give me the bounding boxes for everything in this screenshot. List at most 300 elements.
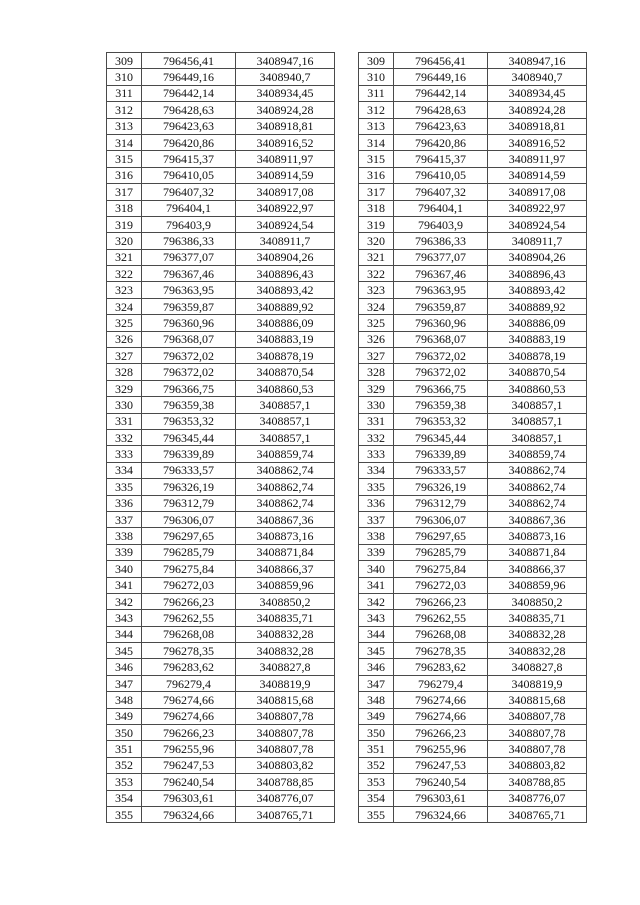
- x-coordinate-cell: 796420,86: [394, 134, 488, 150]
- point-number-cell: 330: [107, 397, 142, 413]
- x-coordinate-cell: 796359,38: [394, 397, 488, 413]
- y-coordinate-cell: 3408859,96: [488, 577, 587, 593]
- x-coordinate-cell: 796449,16: [394, 69, 488, 85]
- y-coordinate-cell: 3408924,54: [236, 216, 335, 232]
- y-coordinate-cell: 3408807,78: [236, 725, 335, 741]
- point-number-cell: 319: [359, 216, 394, 232]
- table-row: [359, 348, 587, 364]
- x-coordinate-cell: 796283,62: [394, 659, 488, 675]
- x-coordinate-cell: 796363,95: [394, 282, 488, 298]
- point-number-cell: 346: [359, 659, 394, 675]
- x-coordinate-cell: 796360,96: [394, 315, 488, 331]
- point-number-cell: 317: [107, 184, 142, 200]
- x-coordinate-cell: 796262,55: [142, 610, 236, 626]
- table-row: [107, 790, 335, 806]
- x-coordinate-cell: 796303,61: [394, 790, 488, 806]
- y-coordinate-cell: 3408788,85: [488, 774, 587, 790]
- x-coordinate-cell: 796345,44: [394, 429, 488, 445]
- y-coordinate-cell: 3408867,36: [236, 511, 335, 527]
- y-coordinate-cell: 3408862,74: [488, 462, 587, 478]
- y-coordinate-cell: 3408803,82: [236, 757, 335, 773]
- point-number-cell: 348: [359, 692, 394, 708]
- x-coordinate-cell: 796266,23: [142, 593, 236, 609]
- point-number-cell: 315: [359, 151, 394, 167]
- table-row: [107, 348, 335, 364]
- point-number-cell: 347: [107, 675, 142, 691]
- x-coordinate-cell: 796324,66: [394, 806, 488, 822]
- point-number-cell: 344: [359, 626, 394, 642]
- y-coordinate-cell: 3408765,71: [236, 806, 335, 822]
- y-coordinate-cell: 3408873,16: [236, 528, 335, 544]
- y-coordinate-cell: 3408873,16: [488, 528, 587, 544]
- y-coordinate-cell: 3408893,42: [236, 282, 335, 298]
- table-row: [359, 511, 587, 527]
- point-number-cell: 323: [107, 282, 142, 298]
- y-coordinate-cell: 3408862,74: [236, 495, 335, 511]
- point-number-cell: 311: [107, 85, 142, 101]
- table-row: [107, 462, 335, 478]
- table-row: [359, 806, 587, 822]
- y-coordinate-cell: 3408815,68: [236, 692, 335, 708]
- table-row: [359, 692, 587, 708]
- x-coordinate-cell: 796359,87: [142, 298, 236, 314]
- table-row: [359, 249, 587, 265]
- x-coordinate-cell: 796372,02: [394, 348, 488, 364]
- table-row: [359, 708, 587, 724]
- y-coordinate-cell: 3408835,71: [236, 610, 335, 626]
- y-coordinate-cell: 3408788,85: [236, 774, 335, 790]
- x-coordinate-cell: 796274,66: [394, 708, 488, 724]
- point-number-cell: 320: [107, 233, 142, 249]
- point-number-cell: 347: [359, 675, 394, 691]
- x-coordinate-cell: 796268,08: [394, 626, 488, 642]
- x-coordinate-cell: 796297,65: [142, 528, 236, 544]
- x-coordinate-cell: 796386,33: [142, 233, 236, 249]
- point-number-cell: 346: [107, 659, 142, 675]
- table-row: [359, 151, 587, 167]
- y-coordinate-cell: 3408857,1: [488, 429, 587, 445]
- table-row: [359, 790, 587, 806]
- table-row: [107, 298, 335, 314]
- table-row: [359, 315, 587, 331]
- x-coordinate-cell: 796360,96: [142, 315, 236, 331]
- x-coordinate-cell: 796333,57: [142, 462, 236, 478]
- table-row: [359, 593, 587, 609]
- table-row: [107, 692, 335, 708]
- coordinate-table-left: [106, 52, 335, 823]
- y-coordinate-cell: 3408866,37: [236, 561, 335, 577]
- y-coordinate-cell: 3408889,92: [488, 298, 587, 314]
- x-coordinate-cell: 796353,32: [142, 413, 236, 429]
- point-number-cell: 342: [107, 593, 142, 609]
- table-row: [107, 643, 335, 659]
- y-coordinate-cell: 3408918,81: [488, 118, 587, 134]
- point-number-cell: 333: [359, 446, 394, 462]
- x-coordinate-cell: 796240,54: [142, 774, 236, 790]
- x-coordinate-cell: 796339,89: [394, 446, 488, 462]
- y-coordinate-cell: 3408922,97: [488, 200, 587, 216]
- y-coordinate-cell: 3408917,08: [236, 184, 335, 200]
- table-row: [359, 184, 587, 200]
- table-row: [107, 610, 335, 626]
- point-number-cell: 337: [359, 511, 394, 527]
- y-coordinate-cell: 3408803,82: [488, 757, 587, 773]
- coordinate-table-right: [358, 52, 587, 823]
- point-number-cell: 324: [359, 298, 394, 314]
- x-coordinate-cell: 796279,4: [394, 675, 488, 691]
- point-number-cell: 312: [359, 102, 394, 118]
- x-coordinate-cell: 796274,66: [394, 692, 488, 708]
- table-row: [107, 102, 335, 118]
- point-number-cell: 316: [107, 167, 142, 183]
- table-row: [359, 495, 587, 511]
- point-number-cell: 313: [359, 118, 394, 134]
- table-row: [107, 544, 335, 560]
- point-number-cell: 351: [107, 741, 142, 757]
- y-coordinate-cell: 3408859,96: [236, 577, 335, 593]
- table-row: [107, 429, 335, 445]
- point-number-cell: 331: [359, 413, 394, 429]
- x-coordinate-cell: 796333,57: [394, 462, 488, 478]
- point-number-cell: 354: [107, 790, 142, 806]
- y-coordinate-cell: 3408859,74: [488, 446, 587, 462]
- x-coordinate-cell: 796428,63: [394, 102, 488, 118]
- table-row: [359, 85, 587, 101]
- y-coordinate-cell: 3408862,74: [488, 495, 587, 511]
- x-coordinate-cell: 796247,53: [142, 757, 236, 773]
- table-row: [359, 561, 587, 577]
- x-coordinate-cell: 796326,19: [394, 479, 488, 495]
- point-number-cell: 344: [107, 626, 142, 642]
- coordinate-table-body: [107, 53, 335, 823]
- point-number-cell: 354: [359, 790, 394, 806]
- x-coordinate-cell: 796274,66: [142, 708, 236, 724]
- y-coordinate-cell: 3408807,78: [236, 708, 335, 724]
- y-coordinate-cell: 3408904,26: [236, 249, 335, 265]
- point-number-cell: 343: [359, 610, 394, 626]
- table-row: [107, 479, 335, 495]
- point-number-cell: 350: [107, 725, 142, 741]
- point-number-cell: 334: [107, 462, 142, 478]
- y-coordinate-cell: 3408878,19: [236, 348, 335, 364]
- y-coordinate-cell: 3408819,9: [488, 675, 587, 691]
- y-coordinate-cell: 3408776,07: [236, 790, 335, 806]
- x-coordinate-cell: 796266,23: [394, 725, 488, 741]
- point-number-cell: 343: [107, 610, 142, 626]
- table-row: [107, 741, 335, 757]
- table-row: [107, 200, 335, 216]
- x-coordinate-cell: 796275,84: [142, 561, 236, 577]
- table-row: [107, 151, 335, 167]
- point-number-cell: 335: [107, 479, 142, 495]
- x-coordinate-cell: 796386,33: [394, 233, 488, 249]
- y-coordinate-cell: 3408918,81: [236, 118, 335, 134]
- point-number-cell: 341: [359, 577, 394, 593]
- point-number-cell: 323: [359, 282, 394, 298]
- table-row: [107, 659, 335, 675]
- table-row: [107, 184, 335, 200]
- table-row: [359, 462, 587, 478]
- table-row: [359, 446, 587, 462]
- y-coordinate-cell: 3408914,59: [488, 167, 587, 183]
- x-coordinate-cell: 796372,02: [142, 348, 236, 364]
- table-row: [107, 233, 335, 249]
- y-coordinate-cell: 3408911,97: [236, 151, 335, 167]
- point-number-cell: 317: [359, 184, 394, 200]
- point-number-cell: 322: [107, 266, 142, 282]
- x-coordinate-cell: 796262,55: [394, 610, 488, 626]
- x-coordinate-cell: 796268,08: [142, 626, 236, 642]
- point-number-cell: 329: [359, 380, 394, 396]
- x-coordinate-cell: 796283,62: [142, 659, 236, 675]
- table-row: [359, 53, 587, 69]
- table-row: [359, 364, 587, 380]
- x-coordinate-cell: 796367,46: [394, 266, 488, 282]
- table-row: [107, 577, 335, 593]
- point-number-cell: 336: [359, 495, 394, 511]
- table-row: [107, 511, 335, 527]
- point-number-cell: 350: [359, 725, 394, 741]
- point-number-cell: 315: [107, 151, 142, 167]
- y-coordinate-cell: 3408922,97: [236, 200, 335, 216]
- point-number-cell: 349: [359, 708, 394, 724]
- point-number-cell: 345: [107, 643, 142, 659]
- table-row: [359, 216, 587, 232]
- y-coordinate-cell: 3408893,42: [488, 282, 587, 298]
- y-coordinate-cell: 3408878,19: [488, 348, 587, 364]
- table-row: [107, 315, 335, 331]
- y-coordinate-cell: 3408870,54: [488, 364, 587, 380]
- table-row: [107, 725, 335, 741]
- y-coordinate-cell: 3408924,54: [488, 216, 587, 232]
- table-row: [359, 626, 587, 642]
- x-coordinate-cell: 796303,61: [142, 790, 236, 806]
- table-row: [107, 249, 335, 265]
- y-coordinate-cell: 3408934,45: [236, 85, 335, 101]
- table-row: [107, 528, 335, 544]
- point-number-cell: 355: [107, 806, 142, 822]
- x-coordinate-cell: 796359,38: [142, 397, 236, 413]
- y-coordinate-cell: 3408940,7: [488, 69, 587, 85]
- y-coordinate-cell: 3408807,78: [488, 725, 587, 741]
- table-row: [359, 610, 587, 626]
- y-coordinate-cell: 3408911,7: [236, 233, 335, 249]
- y-coordinate-cell: 3408857,1: [488, 397, 587, 413]
- point-number-cell: 322: [359, 266, 394, 282]
- y-coordinate-cell: 3408866,37: [488, 561, 587, 577]
- table-row: [107, 675, 335, 691]
- y-coordinate-cell: 3408904,26: [488, 249, 587, 265]
- point-number-cell: 310: [107, 69, 142, 85]
- x-coordinate-cell: 796297,65: [394, 528, 488, 544]
- x-coordinate-cell: 796366,75: [394, 380, 488, 396]
- y-coordinate-cell: 3408886,09: [488, 315, 587, 331]
- y-coordinate-cell: 3408940,7: [236, 69, 335, 85]
- x-coordinate-cell: 796442,14: [142, 85, 236, 101]
- x-coordinate-cell: 796275,84: [394, 561, 488, 577]
- table-row: [107, 757, 335, 773]
- point-number-cell: 352: [359, 757, 394, 773]
- y-coordinate-cell: 3408835,71: [488, 610, 587, 626]
- y-coordinate-cell: 3408871,84: [488, 544, 587, 560]
- table-row: [359, 643, 587, 659]
- table-row: [107, 85, 335, 101]
- x-coordinate-cell: 796255,96: [142, 741, 236, 757]
- x-coordinate-cell: 796255,96: [394, 741, 488, 757]
- x-coordinate-cell: 796247,53: [394, 757, 488, 773]
- table-row: [359, 757, 587, 773]
- point-number-cell: 326: [107, 331, 142, 347]
- point-number-cell: 326: [359, 331, 394, 347]
- table-row: [107, 53, 335, 69]
- point-number-cell: 335: [359, 479, 394, 495]
- x-coordinate-cell: 796274,66: [142, 692, 236, 708]
- table-row: [107, 266, 335, 282]
- x-coordinate-cell: 796367,46: [142, 266, 236, 282]
- table-row: [107, 561, 335, 577]
- point-number-cell: 337: [107, 511, 142, 527]
- table-row: [107, 413, 335, 429]
- y-coordinate-cell: 3408883,19: [488, 331, 587, 347]
- x-coordinate-cell: 796377,07: [142, 249, 236, 265]
- x-coordinate-cell: 796442,14: [394, 85, 488, 101]
- table-row: [359, 200, 587, 216]
- table-row: [107, 774, 335, 790]
- table-row: [359, 544, 587, 560]
- y-coordinate-cell: 3408916,52: [236, 134, 335, 150]
- point-number-cell: 318: [107, 200, 142, 216]
- point-number-cell: 319: [107, 216, 142, 232]
- y-coordinate-cell: 3408776,07: [488, 790, 587, 806]
- table-row: [359, 167, 587, 183]
- point-number-cell: 355: [359, 806, 394, 822]
- x-coordinate-cell: 796423,63: [394, 118, 488, 134]
- point-number-cell: 321: [107, 249, 142, 265]
- point-number-cell: 324: [107, 298, 142, 314]
- point-number-cell: 339: [359, 544, 394, 560]
- y-coordinate-cell: 3408827,8: [488, 659, 587, 675]
- table-row: [359, 282, 587, 298]
- point-number-cell: 327: [359, 348, 394, 364]
- point-number-cell: 325: [107, 315, 142, 331]
- y-coordinate-cell: 3408850,2: [236, 593, 335, 609]
- y-coordinate-cell: 3408857,1: [236, 429, 335, 445]
- point-number-cell: 342: [359, 593, 394, 609]
- point-number-cell: 353: [107, 774, 142, 790]
- point-number-cell: 328: [359, 364, 394, 380]
- coordinate-table-body: [359, 53, 587, 823]
- x-coordinate-cell: 796272,03: [142, 577, 236, 593]
- y-coordinate-cell: 3408815,68: [488, 692, 587, 708]
- y-coordinate-cell: 3408807,78: [236, 741, 335, 757]
- point-number-cell: 333: [107, 446, 142, 462]
- table-row: [359, 413, 587, 429]
- table-row: [107, 216, 335, 232]
- table-row: [359, 266, 587, 282]
- y-coordinate-cell: 3408819,9: [236, 675, 335, 691]
- point-number-cell: 309: [107, 53, 142, 69]
- x-coordinate-cell: 796404,1: [394, 200, 488, 216]
- point-number-cell: 334: [359, 462, 394, 478]
- y-coordinate-cell: 3408867,36: [488, 511, 587, 527]
- table-row: [359, 233, 587, 249]
- x-coordinate-cell: 796359,87: [394, 298, 488, 314]
- point-number-cell: 328: [107, 364, 142, 380]
- table-row: [359, 134, 587, 150]
- x-coordinate-cell: 796345,44: [142, 429, 236, 445]
- y-coordinate-cell: 3408886,09: [236, 315, 335, 331]
- table-row: [359, 577, 587, 593]
- point-number-cell: 314: [107, 134, 142, 150]
- x-coordinate-cell: 796415,37: [394, 151, 488, 167]
- y-coordinate-cell: 3408871,84: [236, 544, 335, 560]
- x-coordinate-cell: 796456,41: [142, 53, 236, 69]
- y-coordinate-cell: 3408911,7: [488, 233, 587, 249]
- table-row: [107, 708, 335, 724]
- point-number-cell: 338: [359, 528, 394, 544]
- x-coordinate-cell: 796372,02: [142, 364, 236, 380]
- x-coordinate-cell: 796403,9: [394, 216, 488, 232]
- x-coordinate-cell: 796404,1: [142, 200, 236, 216]
- table-row: [107, 446, 335, 462]
- y-coordinate-cell: 3408883,19: [236, 331, 335, 347]
- x-coordinate-cell: 796366,75: [142, 380, 236, 396]
- table-row: [359, 675, 587, 691]
- x-coordinate-cell: 796423,63: [142, 118, 236, 134]
- y-coordinate-cell: 3408911,97: [488, 151, 587, 167]
- y-coordinate-cell: 3408924,28: [236, 102, 335, 118]
- point-number-cell: 348: [107, 692, 142, 708]
- y-coordinate-cell: 3408832,28: [236, 643, 335, 659]
- y-coordinate-cell: 3408862,74: [488, 479, 587, 495]
- x-coordinate-cell: 796449,16: [142, 69, 236, 85]
- table-row: [359, 659, 587, 675]
- y-coordinate-cell: 3408914,59: [236, 167, 335, 183]
- x-coordinate-cell: 796407,32: [394, 184, 488, 200]
- x-coordinate-cell: 796420,86: [142, 134, 236, 150]
- point-number-cell: 351: [359, 741, 394, 757]
- table-row: [107, 364, 335, 380]
- point-number-cell: 349: [107, 708, 142, 724]
- table-row: [359, 741, 587, 757]
- table-row: [107, 331, 335, 347]
- x-coordinate-cell: 796272,03: [394, 577, 488, 593]
- x-coordinate-cell: 796415,37: [142, 151, 236, 167]
- table-row: [359, 118, 587, 134]
- table-row: [107, 397, 335, 413]
- table-row: [359, 397, 587, 413]
- x-coordinate-cell: 796368,07: [394, 331, 488, 347]
- y-coordinate-cell: 3408947,16: [488, 53, 587, 69]
- table-row: [107, 495, 335, 511]
- x-coordinate-cell: 796410,05: [142, 167, 236, 183]
- table-row: [359, 69, 587, 85]
- x-coordinate-cell: 796410,05: [394, 167, 488, 183]
- point-number-cell: 309: [359, 53, 394, 69]
- table-row: [107, 626, 335, 642]
- point-number-cell: 332: [359, 429, 394, 445]
- point-number-cell: 310: [359, 69, 394, 85]
- x-coordinate-cell: 796324,66: [142, 806, 236, 822]
- y-coordinate-cell: 3408859,74: [236, 446, 335, 462]
- point-number-cell: 339: [107, 544, 142, 560]
- y-coordinate-cell: 3408924,28: [488, 102, 587, 118]
- table-row: [107, 167, 335, 183]
- point-number-cell: 353: [359, 774, 394, 790]
- x-coordinate-cell: 796240,54: [394, 774, 488, 790]
- y-coordinate-cell: 3408807,78: [488, 708, 587, 724]
- y-coordinate-cell: 3408832,28: [488, 626, 587, 642]
